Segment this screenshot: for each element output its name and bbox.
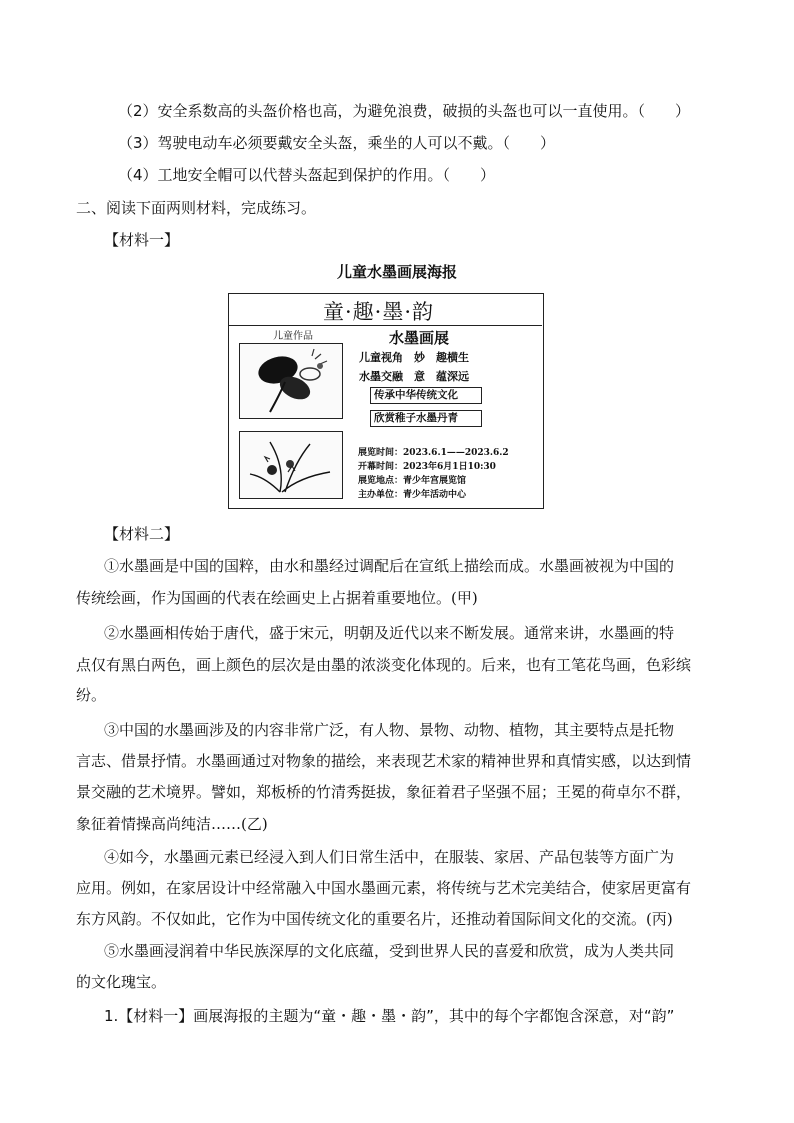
paragraph-line: 点仅有黑白两色，画上颜色的层次是由墨的浓淡变化体现的。后来，也有工笔花鸟画，色彩缤 xyxy=(76,656,692,674)
poster-detail-opening: 开幕时间：2023年6月1日10:30 xyxy=(358,462,496,472)
question-4: （4）工地安全帽可以代替头盔起到保护的作用。（ ） xyxy=(118,166,496,184)
material-one-label: 【材料一】 xyxy=(104,231,180,249)
paragraph-line: 言志、借景抒情。水墨画通过对物象的描绘，来表现艺术家的精神世界和真情实感，以达到情 xyxy=(76,752,692,770)
paragraph-line: ②水墨画相传始于唐代，盛于宋元，明朝及近代以来不断发展。通常来讲，水墨画的特 xyxy=(104,624,675,642)
poster-box-1: 传承中华传统文化 xyxy=(370,387,482,404)
question-1: 1.【材料一】画展海报的主题为“童・趣・墨・韵”，其中的每个字都饱含深意，对“韵” xyxy=(104,1007,675,1025)
section-heading: 二、阅读下面两则材料，完成练习。 xyxy=(76,199,317,217)
paragraph-line: ③中国的水墨画涉及的内容非常广泛，有人物、景物、动物、植物，其主要特点是托物 xyxy=(104,721,675,739)
paragraph-line: 纷。 xyxy=(76,686,107,704)
ink-painting-flower xyxy=(239,343,343,419)
paragraph-line: ⑤水墨画浸润着中华民族深厚的文化底蕴，受到世界人民的喜爱和欣赏，成为人类共同 xyxy=(104,942,675,960)
ink-painting-orchid xyxy=(239,431,343,499)
poster-caption: 儿童水墨画展海报 xyxy=(336,263,457,281)
poster-detail-time: 展览时间：2023.6.1——2023.6.2 xyxy=(358,448,509,458)
paragraph-line: ④如今，水墨画元素已经浸入到人们日常生活中，在服装、家居、产品包装等方面广为 xyxy=(104,848,675,866)
poster-exhibit-name: 水墨画展 xyxy=(389,329,450,347)
poster-detail-host: 主办单位：青少年活动中心 xyxy=(358,490,467,500)
poster-detail-venue: 展览地点：青少年宫展览馆 xyxy=(358,476,467,486)
material-two-label: 【材料二】 xyxy=(104,525,180,543)
paragraph-line: 应用。例如，在家居设计中经常融入中国水墨画元素，将传统与艺术完美结合，使家居更富有 xyxy=(76,879,692,897)
paragraph-line: 东方风韵。不仅如此，它作为中国传统文化的重要名片，还推动着国际间文化的交流。(丙) xyxy=(76,910,673,928)
poster-divider xyxy=(229,325,542,326)
poster-slogan-2: 水墨交融 意 蕴深远 xyxy=(359,370,469,383)
poster-box-2: 欣赏稚子水墨丹青 xyxy=(370,410,482,427)
exhibition-poster xyxy=(228,293,544,509)
question-2: （2）安全系数高的头盔价格也高，为避免浪费，破损的头盔也可以一直使用。（ ） xyxy=(118,102,691,120)
paragraph-line: 的文化瑰宝。 xyxy=(76,973,167,991)
paragraph-line: 景交融的艺术境界。譬如，郑板桥的竹清秀挺拔，象征着君子坚强不屈；王冕的荷卓尔不群， xyxy=(76,783,692,801)
question-3: （3）驾驶电动车必须要戴安全头盔，乘坐的人可以不戴。（ ） xyxy=(118,134,556,152)
paragraph-line: 传统绘画，作为国画的代表在绘画史上占据着重要地位。(甲) xyxy=(76,589,478,607)
poster-left-label: 儿童作品 xyxy=(273,331,313,342)
poster-title: 童·趣·墨·韵 xyxy=(323,300,435,324)
poster-slogan-1: 儿童视角 妙 趣横生 xyxy=(359,351,469,364)
paragraph-line: 象征着情操高尚纯洁……(乙) xyxy=(76,815,268,833)
paragraph-line: ①水墨画是中国的国粹，由水和墨经过调配后在宣纸上描绘而成。水墨画被视为中国的 xyxy=(104,557,675,575)
